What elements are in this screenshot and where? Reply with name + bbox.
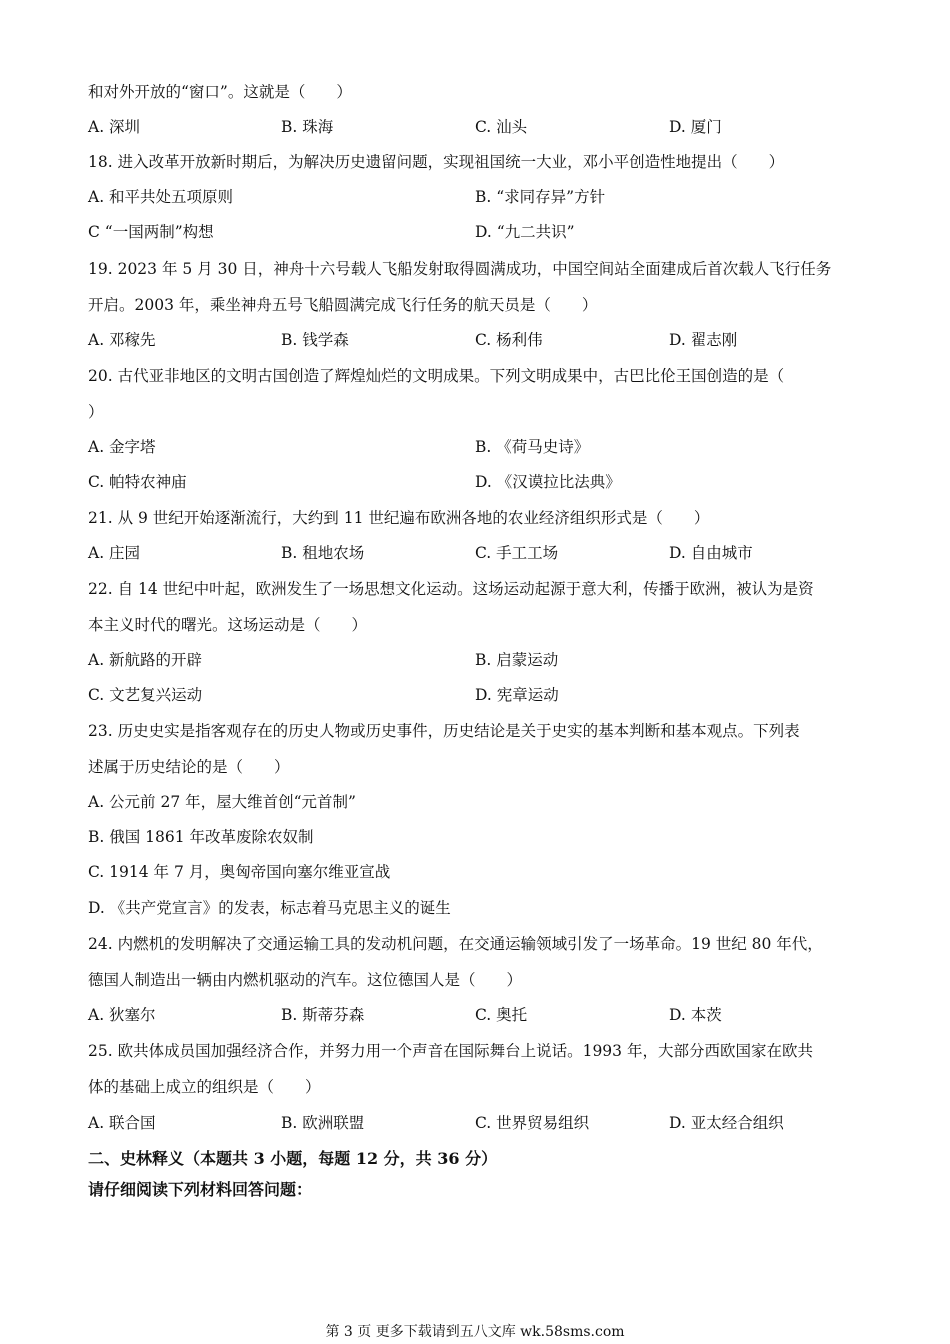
q24-option-d: D. 本茨 — [669, 1006, 722, 1024]
q18-option-b: B. “求同存异”方针 — [475, 188, 606, 206]
q20-stem-line2: ） — [88, 403, 104, 421]
q19-stem-line2: 开启。2003 年，乘坐神舟五号飞船圆满完成飞行任务的航天员是（ ） — [88, 296, 598, 314]
q18-option-c: C “一国两制”构想 — [88, 223, 214, 241]
q24-stem-line2: 德国人制造出一辆由内燃机驱动的汽车。这位德国人是（ ） — [88, 971, 523, 989]
q17-stem-continued: 和对外开放的“窗口”。这就是（ ） — [88, 83, 352, 101]
page-footer: 第 3 页 更多下载请到五八文库 wk.58sms.com — [325, 1324, 625, 1340]
section-two-heading: 二、史林释义（本题共 3 小题，每题 12 分，共 36 分） — [88, 1149, 498, 1168]
q25-stem-line1: 25. 欧共体成员国加强经济合作，并努力用一个声音在国际舞台上说话。1993 年，大部分西欧国家在欧共 — [88, 1042, 813, 1060]
q19-option-a: A. 邓稼先 — [88, 331, 156, 349]
q18-stem: 18. 进入改革开放新时期后，为解决历史遗留问题，实现祖国统一大业，邓小平创造性地提出（ ） — [88, 153, 785, 171]
q20-option-d: D. 《汉谟拉比法典》 — [475, 473, 621, 491]
q23-stem-line1: 23. 历史史实是指客观存在的历史人物或历史事件，历史结论是关于史实的基本判断和基本观点。下列表 — [88, 722, 800, 740]
q25-option-a: A. 联合国 — [88, 1114, 156, 1132]
q21-stem: 21. 从 9 世纪开始逐渐流行，大约到 11 世纪遍布欧洲各地的农业经济组织形式是（ ） — [88, 509, 710, 527]
q17-option-d: D. 厦门 — [669, 118, 722, 136]
q25-stem-line2: 体的基础上成立的组织是（ ） — [88, 1078, 321, 1096]
q22-option-a: A. 新航路的开辟 — [88, 651, 203, 669]
q23-stem-line2: 述属于历史结论的是（ ） — [88, 758, 290, 776]
q19-option-b: B. 钱学森 — [281, 331, 349, 349]
q20-option-c: C. 帕特农神庙 — [88, 473, 187, 491]
q21-option-a: A. 庄园 — [88, 544, 141, 562]
q22-stem-line1: 22. 自 14 世纪中叶起，欧洲发生了一场思想文化运动。这场运动起源于意大利，传播于欧洲，被认为是资 — [88, 580, 814, 598]
q17-option-c: C. 汕头 — [475, 118, 528, 136]
q24-option-c: C. 奥托 — [475, 1006, 528, 1024]
q22-option-c: C. 文艺复兴运动 — [88, 686, 203, 704]
q18-option-d: D. “九二共识” — [475, 223, 575, 241]
q22-stem-line2: 本主义时代的曙光。这场运动是（ ） — [88, 616, 368, 634]
q23-option-b: B. 俄国 1861 年改革废除农奴制 — [88, 828, 314, 846]
q25-option-b: B. 欧洲联盟 — [281, 1114, 365, 1132]
q19-option-d: D. 翟志刚 — [669, 331, 738, 349]
q17-option-a: A. 深圳 — [88, 118, 141, 136]
q21-option-c: C. 手工工场 — [475, 544, 559, 562]
q19-stem-line1: 19. 2023 年 5 月 30 日，神舟十六号载人飞船发射取得圆满成功，中国空间站全面建成后首次载人飞行任务 — [88, 260, 832, 278]
q21-option-b: B. 租地农场 — [281, 544, 365, 562]
q24-option-a: A. 狄塞尔 — [88, 1006, 156, 1024]
q23-option-d: D. 《共产党宣言》的发表，标志着马克思主义的诞生 — [88, 899, 451, 917]
q25-option-c: C. 世界贸易组织 — [475, 1114, 590, 1132]
q21-option-d: D. 自由城市 — [669, 544, 753, 562]
q20-option-a: A. 金字塔 — [88, 438, 156, 456]
q23-option-a: A. 公元前 27 年，屋大维首创“元首制” — [88, 793, 356, 811]
q17-option-b: B. 珠海 — [281, 118, 334, 136]
q22-option-d: D. 宪章运动 — [475, 686, 559, 704]
q20-stem-line1: 20. 古代亚非地区的文明古国创造了辉煌灿烂的文明成果。下列文明成果中，古巴比伦王国创造的是（ — [88, 367, 785, 385]
q24-option-b: B. 斯蒂芬森 — [281, 1006, 365, 1024]
q25-option-d: D. 亚太经合组织 — [669, 1114, 784, 1132]
q22-option-b: B. 启蒙运动 — [475, 651, 559, 669]
q24-stem-line1: 24. 内燃机的发明解决了交通运输工具的发动机问题，在交通运输领域引发了一场革命。19 世纪 80 年代， — [88, 935, 823, 953]
q23-option-c: C. 1914 年 7 月，奥匈帝国向塞尔维亚宣战 — [88, 863, 391, 881]
q18-option-a: A. 和平共处五项原则 — [88, 188, 234, 206]
q20-option-b: B. 《荷马史诗》 — [475, 438, 590, 456]
section-two-instruction: 请仔细阅读下列材料回答问题： — [88, 1180, 313, 1199]
q19-option-c: C. 杨利伟 — [475, 331, 543, 349]
